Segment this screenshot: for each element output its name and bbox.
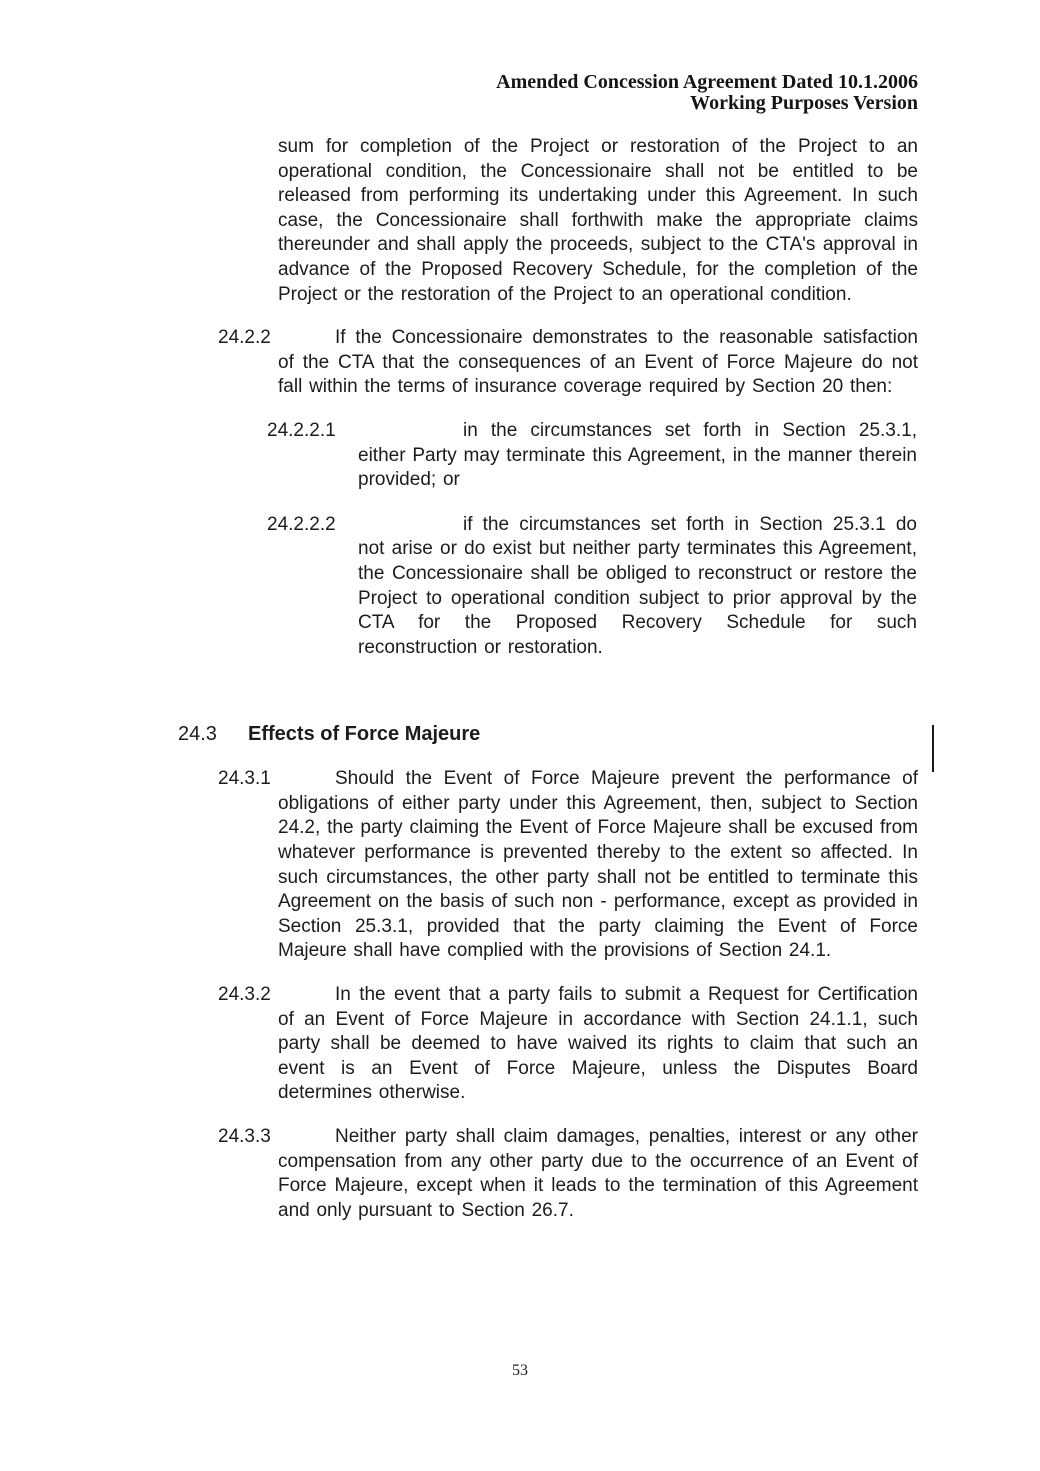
clause-text: Should the Event of Force Majeure prevent the performance of obligations of either party under this Agreement, then, subject to Section 24.2, the party claiming the Event of Force Majeure shall be excused from whatever performance is prevented thereby to the extent so affected. In such circumstances, the other party shall not be entitled to terminate this Agreement on the basis of such non - performance, except as provided in Section 25.3.1, provided that the party claiming the Event of Force Majeure shall have complied with the provisions of Section 24.1. [278,768,918,962]
revision-change-bar [932,725,934,772]
document-header [0,72,918,114]
document-body [0,135,1040,1223]
clause-24-2-2 [218,326,918,400]
clause-text: If the Concessionaire demonstrates to the reasonable satisfaction of the CTA that the consequences of an Event of Force Majeure do not fall within the terms of insurance coverage required by Section 20 then: [278,327,918,398]
section-title: Effects of Force Majeure [248,723,481,746]
clause-number: 24.3.3 [218,1126,271,1147]
clause-text: if the circumstances set forth in Section 25.3.1 do not arise or do exist but neither party terminates this Agreement, the Concessionaire shall be obliged to reconstruct or restore the Project to operational condition subject to prior approval by the CTA for the Proposed Recovery Schedule for such reconstruction or restoration. [358,513,917,658]
clause-text: Neither party shall claim damages, penalties, interest or any other compensation from any other party due to the occurrence of an Event of Force Majeure, except when it leads to the termination of this Agreement and only pursuant to Section 26.7. [278,1126,918,1221]
clause-number: 24.2.2 [218,327,271,349]
intro-paragraph: sum for completion of the Project or restoration of the Project to an operational condition, the Concessionaire shall not be entitled to be released from performing its undertaking under this Agreement. In such case, the Concessionaire shall forthwith make the appropriate claims thereunder and shall apply the proceeds, subject to the CTA's approval in advance of the Proposed Recovery Schedule, for the completion of the Project or the restoration of the Project to an operational condition. [278,136,918,305]
clause-24-2-2-1 [267,419,917,493]
clause-24-2-2-2 [267,513,917,661]
clause-24-3-3 [218,1125,918,1223]
clause-number: 24.2.2.2 [267,513,336,535]
section-number: 24.3 [178,723,217,746]
header-title-line: Amended Concession Agreement Dated 10.1.2006 [496,71,918,93]
clause-text: In the event that a party fails to submit a Request for Certification of an Event of Force Majeure in accordance with Section 24.1.1, such party shall be deemed to have waived its rights to claim that such an event is an Event of Force Majeure, unless the Disputes Board determines otherwise. [278,984,918,1104]
page-footer [0,1362,1040,1380]
clause-text: in the circumstances set forth in Section 25.3.1, either Party may terminate this Agreement, in the manner therein provided; or [358,419,917,491]
clause-24-3-1 [218,767,918,964]
clause-24-3-2 [218,983,918,1106]
clause-number: 24.3.2 [218,984,271,1006]
clause-number: 24.3.1 [218,768,271,790]
header-version-line: Working Purposes Version [690,92,918,114]
section-heading-24-3 [178,722,918,747]
page-number: 53 [512,1362,528,1379]
clause-number: 24.2.2.1 [267,419,336,441]
